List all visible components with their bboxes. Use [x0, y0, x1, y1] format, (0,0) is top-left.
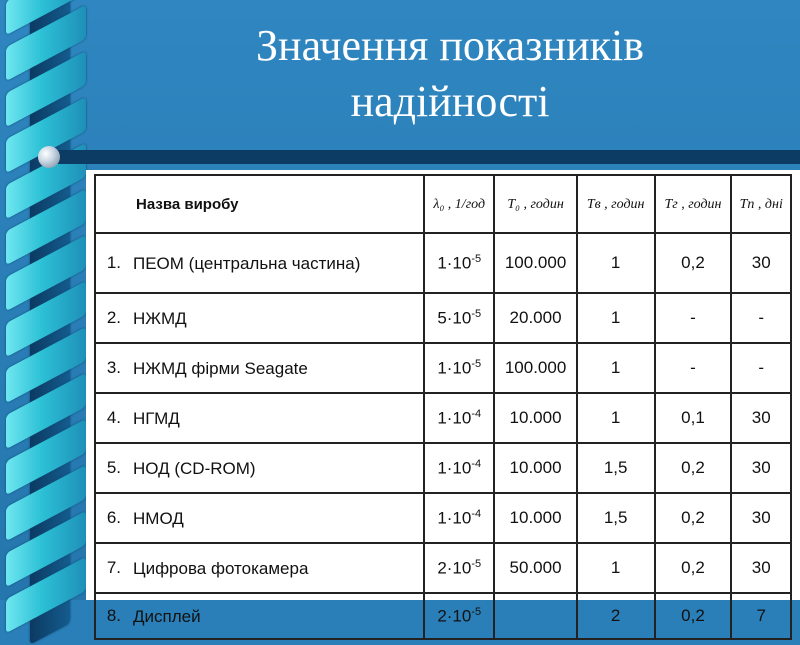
- row-tv: 1: [577, 543, 655, 593]
- lambda-exponent: -5: [471, 557, 482, 570]
- lambda-exponent: -4: [471, 507, 482, 520]
- lambda-base: 1·10: [437, 508, 472, 528]
- table-header-row: [95, 175, 791, 233]
- ribbon-decoration: [0, 0, 92, 600]
- table-row: [95, 543, 791, 593]
- lambda-base: 1·10: [437, 253, 472, 273]
- row-lambda: [424, 233, 494, 293]
- lambda-exponent: -4: [471, 407, 482, 420]
- row-name: НГМД: [125, 393, 424, 443]
- row-lambda: [424, 443, 494, 493]
- row-lambda: [424, 543, 494, 593]
- row-name: ПЕОМ (центральна частина): [125, 233, 424, 293]
- table-row: [95, 343, 791, 393]
- reliability-table: [94, 174, 792, 640]
- row-tv: 2: [577, 593, 655, 639]
- row-lambda: [424, 493, 494, 543]
- row-tg: 0,2: [655, 593, 732, 639]
- row-number: 3.: [95, 343, 125, 393]
- lambda-exponent: -4: [471, 457, 482, 470]
- title-line-2: надійності: [350, 77, 550, 126]
- row-number: 4.: [95, 393, 125, 443]
- row-lambda: [424, 343, 494, 393]
- row-tn: 30: [731, 543, 791, 593]
- row-number: 2.: [95, 293, 125, 343]
- lambda-exponent: -5: [471, 307, 482, 320]
- row-name: Дисплей: [125, 593, 424, 639]
- row-tg: 0,2: [655, 493, 732, 543]
- row-tn: -: [731, 343, 791, 393]
- table-row: [95, 443, 791, 493]
- row-tv: 1,5: [577, 443, 655, 493]
- table-row: [95, 393, 791, 443]
- row-tg: 0,2: [655, 443, 732, 493]
- row-tg: -: [655, 343, 732, 393]
- row-t0: 50.000: [494, 543, 576, 593]
- row-lambda: [424, 293, 494, 343]
- row-t0: 10.000: [494, 443, 576, 493]
- row-tn: 30: [731, 393, 791, 443]
- row-tv: 1,5: [577, 493, 655, 543]
- row-lambda: [424, 393, 494, 443]
- row-tn: -: [731, 293, 791, 343]
- row-name: НОД (CD-ROM): [125, 443, 424, 493]
- lambda-base: 1·10: [437, 408, 472, 428]
- row-t0: [494, 593, 576, 639]
- lambda-base: 1·10: [437, 458, 472, 478]
- row-number: 1.: [95, 233, 125, 293]
- row-tn: 30: [731, 233, 791, 293]
- header-t0: T₀ , годин: [494, 175, 576, 233]
- row-t0: 20.000: [494, 293, 576, 343]
- row-t0: 10.000: [494, 393, 576, 443]
- header-tv: Tв , годин: [577, 175, 655, 233]
- row-tg: 0,1: [655, 393, 732, 443]
- table-body: [95, 233, 791, 639]
- title-underline-bar: [48, 150, 800, 164]
- header-lambda: λ₀ , 1/год: [424, 175, 494, 233]
- row-tv: 1: [577, 343, 655, 393]
- lambda-base: 2·10: [437, 558, 472, 578]
- table-row: [95, 493, 791, 543]
- header-tn: Tп , дні: [731, 175, 791, 233]
- title-line-1: Значення показників: [256, 21, 644, 70]
- row-name: НЖМД: [125, 293, 424, 343]
- lambda-exponent: -5: [471, 252, 482, 265]
- row-name: НМОД: [125, 493, 424, 543]
- row-tv: 1: [577, 393, 655, 443]
- lambda-base: 2·10: [437, 606, 472, 626]
- row-tg: -: [655, 293, 732, 343]
- row-name: Цифрова фотокамера: [125, 543, 424, 593]
- row-lambda: [424, 593, 494, 639]
- row-tv: 1: [577, 233, 655, 293]
- lambda-base: 5·10: [437, 308, 472, 328]
- row-number: 7.: [95, 543, 125, 593]
- header-tg: Tг , годин: [655, 175, 732, 233]
- lambda-base: 1·10: [437, 358, 472, 378]
- row-number: 8.: [95, 593, 125, 639]
- row-number: 6.: [95, 493, 125, 543]
- row-t0: 10.000: [494, 493, 576, 543]
- row-tg: 0,2: [655, 233, 732, 293]
- table-row: [95, 293, 791, 343]
- table-row: [95, 593, 791, 639]
- table-row: [95, 233, 791, 293]
- lambda-exponent: -5: [471, 357, 482, 370]
- row-t0: 100.000: [494, 343, 576, 393]
- lambda-exponent: -5: [471, 605, 482, 618]
- page-title: [150, 18, 750, 130]
- row-tn: 30: [731, 443, 791, 493]
- row-tg: 0,2: [655, 543, 732, 593]
- row-tn: 30: [731, 493, 791, 543]
- header-name: Назва виробу: [95, 175, 424, 233]
- row-t0: 100.000: [494, 233, 576, 293]
- bullet-circle-icon: [38, 146, 60, 168]
- row-number: 5.: [95, 443, 125, 493]
- row-tv: 1: [577, 293, 655, 343]
- row-tn: 7: [731, 593, 791, 639]
- row-name: НЖМД фірми Seagate: [125, 343, 424, 393]
